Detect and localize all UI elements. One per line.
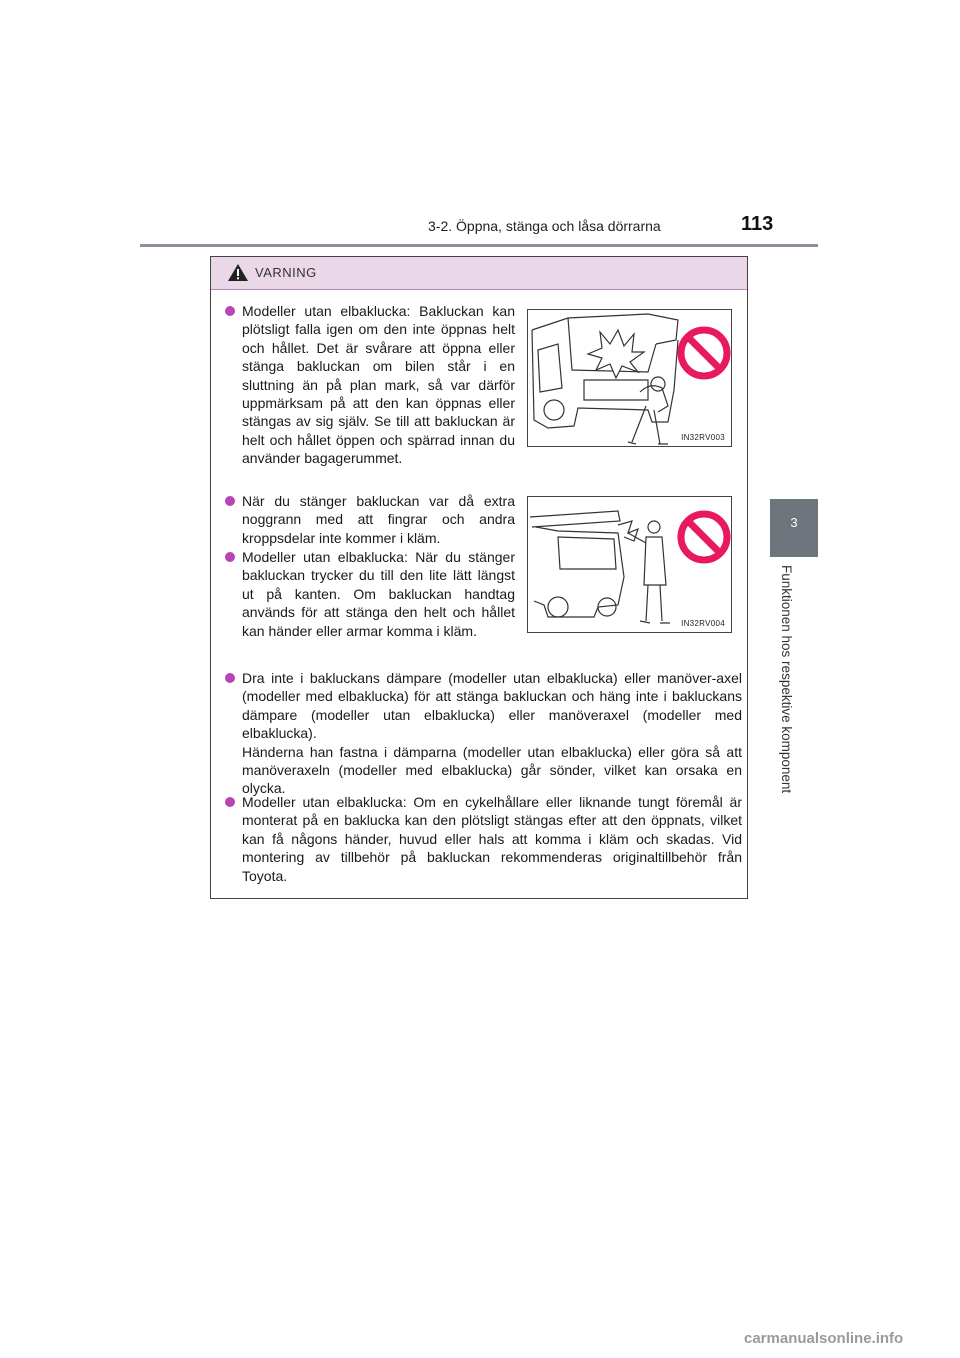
warning-bullet-5 [242, 793, 742, 885]
chapter-tab [770, 499, 818, 557]
bullet-text: Modeller utan elbaklucka: Om en cykelhållare eller liknande tungt föremål är monterat på en baklucka kan den plötsligt stängas efter att den öppnats, vilket kan få någons händer, huvud eller hals att komma i kläm och skadas. Vid montering av tillbehör på bakluckan rekommenderas originaltillbehör från Toyota. [242, 794, 742, 884]
illustration-tailgate-falling [527, 309, 732, 447]
prohibition-icon [676, 325, 732, 381]
chapter-title: Funktionen hos respektive komponent [779, 565, 794, 794]
header-rule [140, 244, 818, 247]
bullet-text: När du stänger bakluckan var då extra noggrann med att fingrar och andra kroppsdelar inte kommer i kläm. [242, 493, 515, 546]
warning-bullet-2 [242, 492, 515, 547]
bullet-text: Dra inte i bakluckans dämpare (modeller utan elbaklucka) eller manöver-axel (modeller med elbaklucka) för att stänga bakluckan och häng inte i bakluckans dämpare (modeller utan elbaklucka) eller manöveraxel (modeller med elbaklucka). Händerna han fastna i dämparna (modeller utan elbaklucka) eller göra så att manöveraxeln (modeller med elbaklucka) går sönder, vilket kan orsaka en olycka. [242, 670, 742, 797]
illustration-tailgate-closing [527, 496, 732, 633]
warning-bullet-3 [242, 548, 515, 640]
warning-bullet-1 [242, 302, 515, 468]
bullet-dot [225, 306, 235, 316]
bullet-text: Modeller utan elbaklucka: Bakluckan kan plötsligt falla igen om den inte öppnas helt och hållet. Det är svårare att öppna eller stänga bakluckan om bilen står i en sluttning än på plan mark, så var därför uppmärksam på att den kan öppnas eller stängas av sig själv. Se till att bakluckan är helt och hållet öppen och spärrad innan du använder bagagerummet. [242, 303, 515, 467]
warning-triangle-icon [227, 263, 249, 282]
illustration-code: IN32RV003 [681, 433, 725, 442]
warning-header [211, 257, 747, 290]
warning-bullet-4 [242, 669, 742, 798]
prohibition-icon [676, 509, 732, 565]
warning-label: VARNING [255, 265, 317, 280]
bullet-text: Modeller utan elbaklucka: När du stänger bakluckan trycker du till den lite lätt längst ut på kanten. Om bakluckan handtag används för att stänga den helt och hållet kan händer eller armar komma i kläm. [242, 549, 515, 639]
chapter-number: 3 [790, 515, 798, 530]
illustration-code: IN32RV004 [681, 619, 725, 628]
bullet-dot [225, 797, 235, 807]
page-number: 113 [741, 213, 774, 235]
section-title: 3-2. Öppna, stänga och låsa dörrarna [428, 218, 661, 234]
watermark: carmanualsonline.info [744, 1330, 904, 1347]
bullet-dot [225, 673, 235, 683]
bullet-dot [225, 496, 235, 506]
bullet-dot [225, 552, 235, 562]
